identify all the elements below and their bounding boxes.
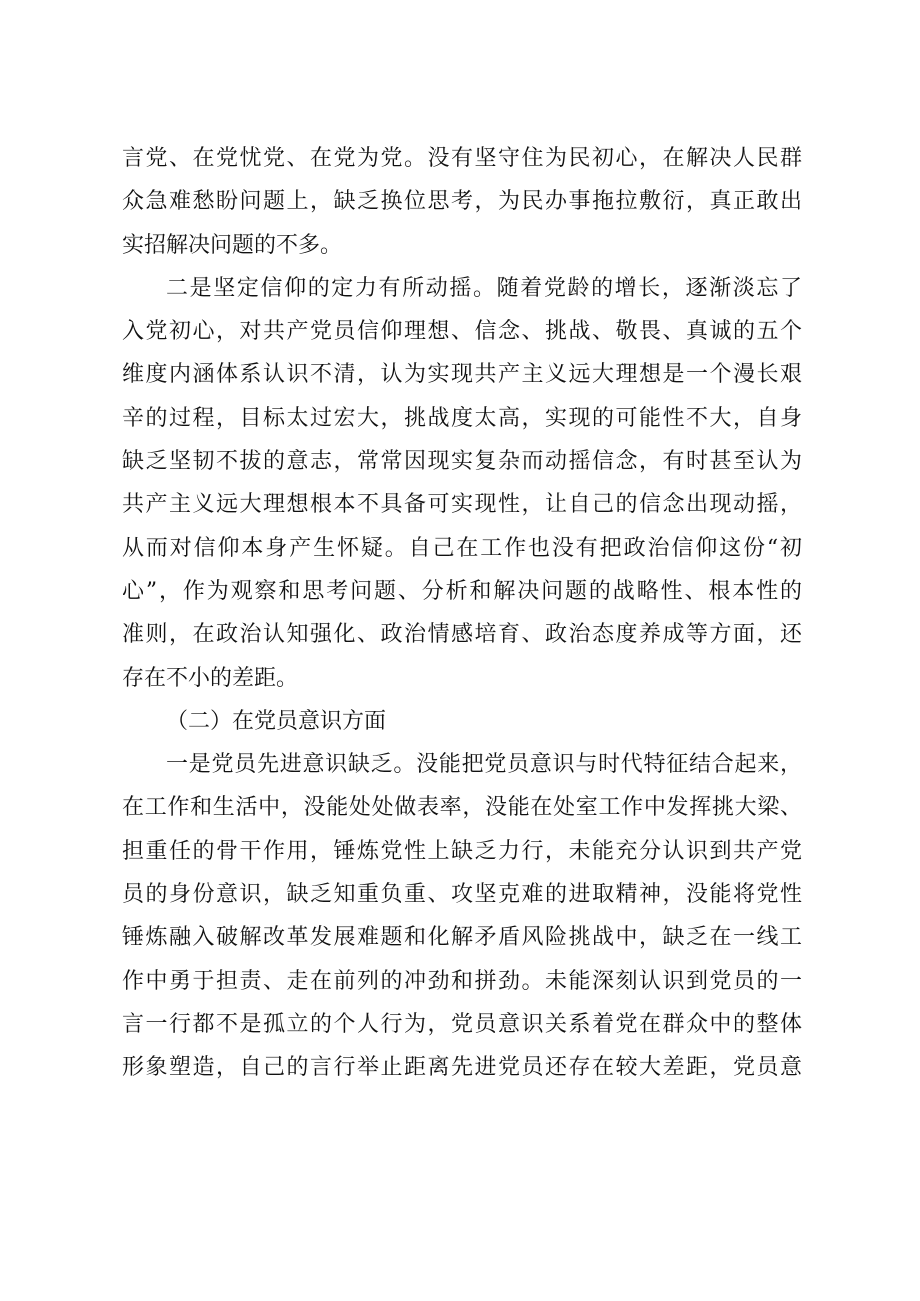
- text-line: 一是党员先进意识缺乏。没能把党员意识与时代特征结合起来，: [166, 752, 802, 778]
- text-line: 入党初心，对共产党员信仰理想、信念、挑战、敬畏、真诚的五个: [122, 319, 802, 345]
- text-line: 众急难愁盼问题上，缺乏换位思考，为民办事拖拉敷衍，真正敢出: [122, 189, 802, 215]
- text-line: 言一行都不是孤立的个人行为，党员意识关系着党在群众中的整体: [122, 1011, 802, 1037]
- text-line: 从而对信仰本身产生怀疑。自己在工作也没有把政治信仰这份“初: [122, 535, 802, 561]
- text-line: 言党、在党忧党、在党为党。没有坚守住为民初心，在解决人民群: [122, 146, 802, 171]
- text-line: 员的身份意识，缺乏知重负重、攻坚克难的进取精神，没能将党性: [122, 882, 802, 908]
- text-line: 存在不小的差距。: [122, 665, 299, 691]
- text-line: 准则，在政治认知强化、政治情感培育、政治态度养成等方面，还: [122, 622, 802, 648]
- text-line: 作中勇于担责、走在前列的冲劲和拼劲。未能深刻认识到党员的一: [122, 968, 802, 994]
- paragraph: [122, 743, 802, 1089]
- section-heading: （二）在党员意识方面: [166, 708, 387, 734]
- text-line: 二是坚定信仰的定力有所动摇。随着党龄的增长，逐渐淡忘了: [166, 275, 802, 301]
- text-line: 心”，作为观察和思考问题、分析和解决问题的战略性、根本性的: [122, 578, 802, 604]
- text-line: 锤炼融入破解改革发展难题和化解矛盾风险挑战中，缺乏在一线工: [122, 925, 802, 951]
- text-line: 在工作和生活中，没能处处做表率，没能在处室工作中发挥挑大梁、: [122, 795, 802, 821]
- text-line: 辛的过程，目标太过宏大，挑战度太高，实现的可能性不大，自身: [122, 405, 802, 431]
- document-page: [122, 137, 802, 1090]
- paragraph: [122, 137, 802, 267]
- text-line: 形象塑造，自己的言行举止距离先进党员还存在较大差距，党员意: [122, 1055, 802, 1081]
- text-line: 担重任的骨干作用，锤炼党性上缺乏力行，未能充分认识到共产党: [122, 838, 802, 864]
- text-line: 缺乏坚韧不拔的意志，常常因现实复杂而动摇信念，有时甚至认为: [122, 449, 802, 475]
- text-line: 实招解决问题的不多。: [122, 232, 343, 258]
- text-line: 共产主义远大理想根本不具备可实现性，让自己的信念出现动摇，: [122, 492, 802, 518]
- text-line: 维度内涵体系认识不清，认为实现共产主义远大理想是一个漫长艰: [122, 362, 802, 388]
- paragraph: [122, 267, 802, 700]
